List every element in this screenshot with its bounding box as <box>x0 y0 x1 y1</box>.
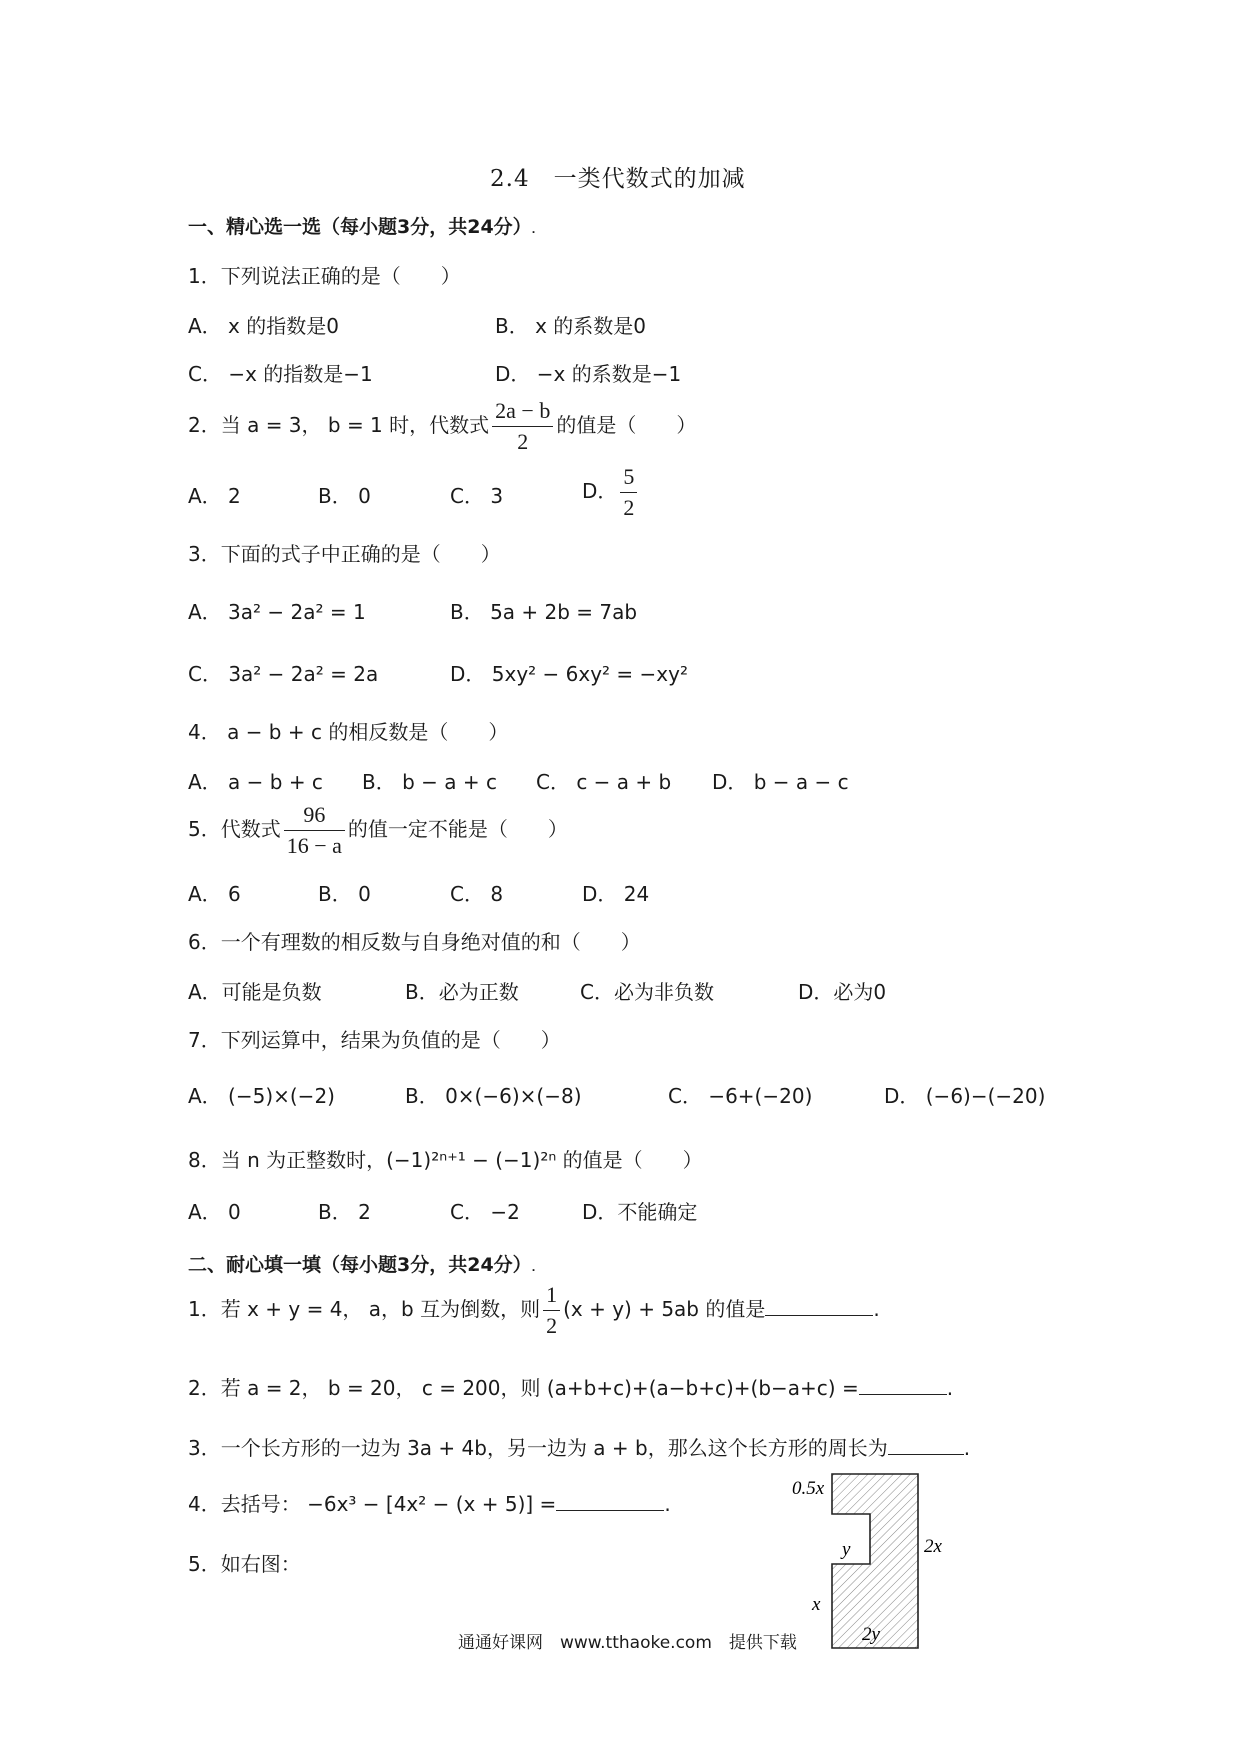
answer-blank[interactable] <box>859 1372 947 1395</box>
question-6-option-a: A．可能是负数 <box>188 980 322 1004</box>
question-4-option-b: B． b − a + c <box>362 770 497 794</box>
question-2-option-b: B． 0 <box>318 484 371 508</box>
question-6-option-c: C．必为非负数 <box>580 980 714 1004</box>
question-7-option-a: A． (−5)×(−2) <box>188 1084 335 1108</box>
question-4-option-a: A． a − b + c <box>188 770 323 794</box>
question-3-option-d: D． 5xy² − 6xy² = −xy² <box>450 662 688 686</box>
question-2-option-c: C． 3 <box>450 484 504 508</box>
question-5-stem: 5．代数式 $\frac{96}{16 - a}$ 的值一定不能是（ ） <box>188 800 568 861</box>
label-top-left: 0.5x <box>792 1478 825 1499</box>
question-7-option-b: B． 0×(−6)×(−8) <box>405 1084 582 1108</box>
question-3-option-b: B． 5a + 2b = 7ab <box>450 600 638 624</box>
question-8-option-c: C． −2 <box>450 1200 520 1224</box>
answer-blank[interactable] <box>888 1432 964 1455</box>
question-8-option-d: D．不能确定 <box>582 1200 698 1224</box>
label-bottom: 2y <box>862 1624 880 1645</box>
shape-figure <box>780 1460 960 1660</box>
fraction: $\frac{96}{16 - a}$ <box>284 800 345 861</box>
fill-question-2: 2．若 a = 2， b = 20， c = 200，则 (a+b+c)+(a−b+c)+(b−a+c) = . <box>188 1372 953 1401</box>
question-8-option-b: B． 2 <box>318 1200 371 1224</box>
question-4-option-c: C． c − a + b <box>536 770 672 794</box>
answer-blank[interactable] <box>765 1293 873 1316</box>
question-6-option-b: B．必为正数 <box>405 980 519 1004</box>
question-1-option-d: D． −x 的系数是−1 <box>495 362 682 386</box>
question-6-stem: 6．一个有理数的相反数与自身绝对值的和（ ） <box>188 930 641 954</box>
fill-question-5: 5．如右图： <box>188 1552 301 1576</box>
fill-question-4: 4．去括号： −6x³ − [4x² − (x + 5)] = . <box>188 1488 671 1517</box>
question-4-option-d: D． b − a − c <box>712 770 849 794</box>
fill-question-3: 3．一个长方形的一边为 3a + 4b，另一边为 a + b，那么这个长方形的周长为 . <box>188 1432 970 1461</box>
page-title: 2.4 一类代数式的加减 <box>490 166 746 192</box>
question-7-option-c: C． −6+(−20) <box>668 1084 813 1108</box>
question-7-stem: 7．下列运算中，结果为负值的是（ ） <box>188 1028 561 1052</box>
question-2-option-d: D． $\frac{5}{2}$ <box>582 462 640 523</box>
question-3-option-c: C． 3a² − 2a² = 2a <box>188 662 379 686</box>
question-4-stem: 4． a − b + c 的相反数是（ ） <box>188 720 509 744</box>
fill-question-1: 1．若 x + y = 4， a，b 互为倒数，则 $\frac{1}{2}$ (x + y) + 5ab 的值是 . <box>188 1280 880 1341</box>
question-8-stem: 8．当 n 为正整数时，(−1)²ⁿ⁺¹ − (−1)²ⁿ 的值是（ ） <box>188 1148 703 1172</box>
question-3-stem: 3．下面的式子中正确的是（ ） <box>188 542 501 566</box>
label-notch: y <box>842 1539 851 1560</box>
footer-source: 通通好课网 www.tthaoke.com 提供下载 <box>458 1633 797 1653</box>
question-2-stem: 2．当 a = 3， b = 1 时，代数式 $\frac{2a - b}{2}$ 的值是（ ） <box>188 396 696 457</box>
section-heading-choice: 一、精心选一选（每小题3分，共24分）. <box>188 216 536 238</box>
question-1-stem: 1．下列说法正确的是（ ） <box>188 264 461 288</box>
question-8-option-a: A． 0 <box>188 1200 241 1224</box>
fraction: $\frac{5}{2}$ <box>620 462 637 523</box>
answer-blank[interactable] <box>556 1488 664 1511</box>
question-5-option-c: C． 8 <box>450 882 504 906</box>
question-1-option-c: C． −x 的指数是−1 <box>188 362 373 386</box>
fraction: $\frac{2a - b}{2}$ <box>492 396 553 457</box>
question-1-option-b: B． x 的系数是0 <box>495 314 646 338</box>
question-6-option-d: D．必为0 <box>798 980 887 1004</box>
question-7-option-d: D． (−6)−(−20) <box>884 1084 1046 1108</box>
label-right: 2x <box>924 1536 942 1557</box>
question-5-option-d: D． 24 <box>582 882 650 906</box>
question-2-option-a: A． 2 <box>188 484 241 508</box>
question-1-option-a: A． x 的指数是0 <box>188 314 339 338</box>
question-5-option-b: B． 0 <box>318 882 371 906</box>
fraction: $\frac{1}{2}$ <box>543 1280 560 1341</box>
question-3-option-a: A． 3a² − 2a² = 1 <box>188 600 366 624</box>
question-5-option-a: A． 6 <box>188 882 241 906</box>
label-left: x <box>812 1594 821 1615</box>
section-heading-fill: 二、耐心填一填（每小题3分，共24分）. <box>188 1254 536 1276</box>
